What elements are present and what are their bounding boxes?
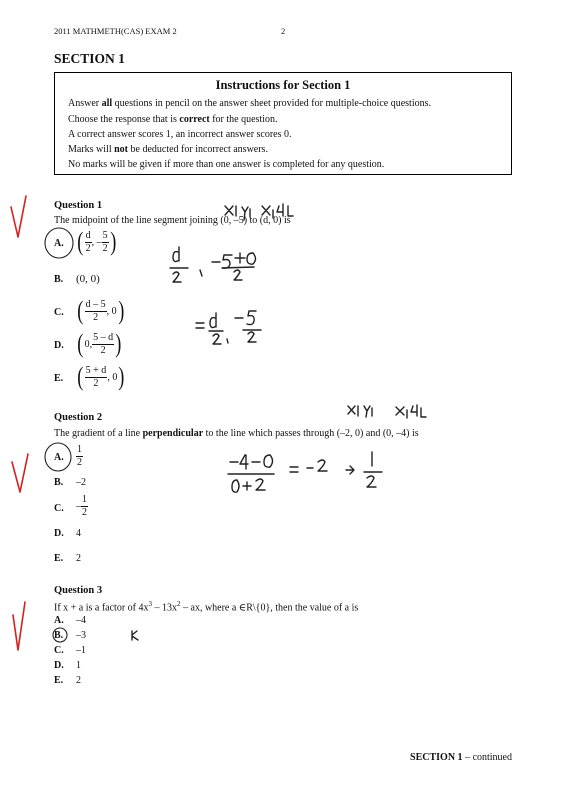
- q2-option-c-label[interactable]: C.: [54, 503, 64, 514]
- q3-option-d[interactable]: 1: [76, 660, 81, 671]
- question-3-title: Question 3: [54, 585, 103, 596]
- red-checkmark: [13, 602, 25, 650]
- q2-option-b[interactable]: –2: [76, 477, 86, 488]
- q2-option-b-label[interactable]: B.: [54, 477, 64, 488]
- footer-continued: SECTION 1 – continued: [410, 752, 512, 763]
- q3-option-a-label[interactable]: A.: [54, 615, 64, 626]
- q1-option-b[interactable]: (0, 0): [76, 273, 100, 285]
- page-number: 2: [281, 26, 286, 36]
- question-2-title: Question 2: [54, 412, 103, 423]
- answer-circle: [53, 628, 67, 642]
- instruction-line: Choose the response that is correct for the question.: [68, 114, 278, 125]
- q1-option-c-label[interactable]: C.: [54, 307, 64, 318]
- q1-option-b-label[interactable]: B.: [54, 274, 64, 285]
- exam-header: 2011 MATHMETH(CAS) EXAM 2: [54, 26, 177, 36]
- instructions-title: Instructions for Section 1: [215, 78, 351, 92]
- q1-option-c[interactable]: ( $\frac{d - 5}{2}$ , 0): [77, 296, 125, 325]
- q3-option-b[interactable]: –3: [76, 630, 86, 641]
- instruction-line: Marks will not be deducted for incorrect answers.: [68, 144, 268, 155]
- q3-option-c-label[interactable]: C.: [54, 645, 64, 656]
- q2-option-a[interactable]: $\frac{1}{2}$: [77, 444, 82, 468]
- q2-option-d[interactable]: 4: [76, 528, 81, 539]
- q1-option-e-label[interactable]: E.: [54, 373, 64, 384]
- q3-option-d-label[interactable]: D.: [54, 660, 64, 671]
- question-2-stem: The gradient of a line perpendicular to the line which passes through (–2, 0) and (0, –4) is: [54, 428, 419, 439]
- question-3-stem: If x + a is a factor of $4x^3 - 13x^2$ – ax, where a ∈R\{0}, then the value of a is: [54, 600, 359, 614]
- q3-option-e-label[interactable]: E.: [54, 675, 64, 686]
- red-checkmark: [11, 196, 26, 237]
- q1-option-e[interactable]: ( $\frac{5 + d}{2}$ , 0): [77, 362, 125, 391]
- instruction-line: No marks will be given if more than one answer is completed for any question.: [68, 159, 385, 170]
- q1-option-d-label[interactable]: D.: [54, 340, 64, 351]
- q2-option-e[interactable]: 2: [76, 553, 81, 564]
- instruction-line: Answer all questions in pencil on the answer sheet provided for multiple-choice questions.: [68, 98, 431, 109]
- question-1-title: Question 1: [54, 200, 103, 211]
- question-1-stem: The midpoint of the line segment joining (0, –5) to (d, 0) is: [54, 215, 291, 226]
- q3-option-b-label[interactable]: B.: [54, 630, 64, 641]
- q2-option-a-label[interactable]: A.: [54, 452, 64, 463]
- q1-option-d[interactable]: (0, $\frac{5 - d}{2}$ ): [77, 329, 122, 358]
- q1-option-a[interactable]: ( $\frac{d}{2}$ , – $\frac{5}{2}$ ): [77, 227, 117, 256]
- q3-option-c[interactable]: –1: [76, 645, 86, 656]
- q3-option-e[interactable]: 2: [76, 675, 81, 686]
- answer-circle: [45, 228, 73, 258]
- q2-option-e-label[interactable]: E.: [54, 553, 64, 564]
- q3-option-a[interactable]: –4: [76, 615, 86, 626]
- q2-option-d-label[interactable]: D.: [54, 528, 64, 539]
- instruction-line: A correct answer scores 1, an incorrect answer scores 0.: [68, 129, 292, 140]
- red-checkmark: [12, 454, 28, 492]
- q1-option-a-label[interactable]: A.: [54, 238, 64, 249]
- answer-circle: [45, 443, 71, 471]
- q2-option-c[interactable]: – $\frac{1}{2}$: [76, 494, 87, 518]
- section-title: SECTION 1: [54, 51, 125, 66]
